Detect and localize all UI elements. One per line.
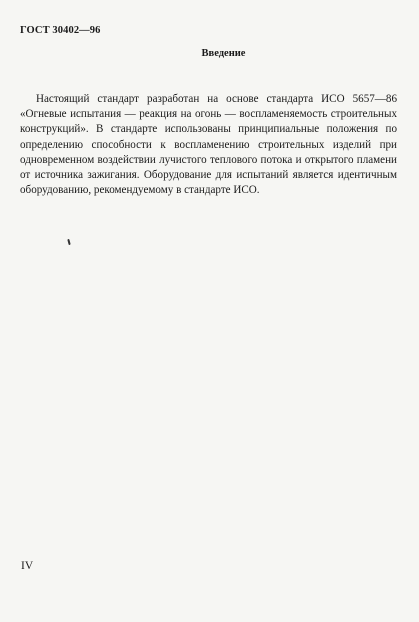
standard-code: ГОСТ 30402—96 [20, 25, 101, 36]
section-title: Введение [201, 48, 246, 59]
section-title-wrapper [0, 48, 419, 59]
introduction-paragraph: Настоящий стандарт разработан на основе стандарта ИСО 5657—86 «Огневые испытания — реакция на огонь — воспламеняемость строительных конструкций». В стандарте использованы принципиальные положения по определению способности к воспламенению строительных изделий при одновременном воздействии лучистого теплового потока и открытого пламени от источника зажигания. Оборудование для испытаний является идентичным оборудованию, рекомендуемому в стандарте ИСО. [20, 93, 397, 197]
scan-speck [67, 239, 70, 245]
page-number: IV [21, 560, 34, 572]
